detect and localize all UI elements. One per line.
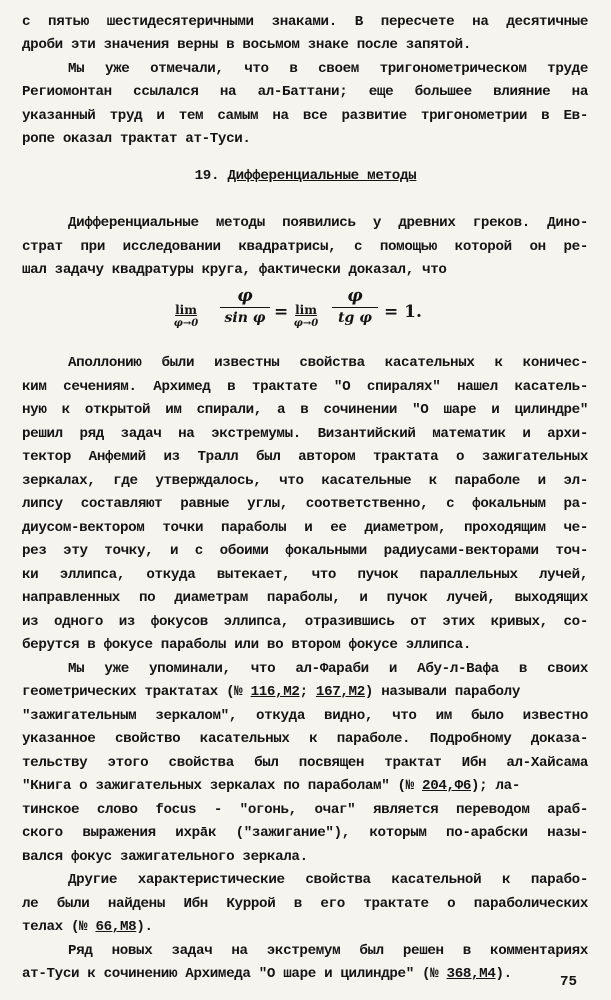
text-line: указанное свойство касательных к параболе. Подробному доказа- [22,731,588,747]
text-line: тектор Анфемий из Тралл был автором трактата о зажигательных [22,449,588,465]
fraction-denominator: sin φ [224,310,266,326]
reference-link: 368,М4 [446,966,496,982]
lim-subscript: φ→0 [173,318,199,329]
reference-link: 204,Ф6 [422,778,472,794]
text-line-with-refs: геометрических трактатах (№ 116,М2; 167,М2) называли параболу [22,684,521,700]
text-line: ки эллипса, откуда вытекает, что пучок параллельных лучей, [22,567,588,583]
text-line-with-refs: телах (№ 66,М8). [22,919,153,935]
text-line: ле были найдены Ибн Куррой в его трактате о параболических [22,896,588,912]
text-line: тинское слово focus - "огонь, очаг" является переводом араб- [22,802,588,818]
text-line: направленных по диаметрам параболы, и пучок лучей, выходящих [22,590,588,606]
lim-label: lim [175,303,197,317]
text-line-with-refs: "Книга о зажигательных зеркалах по параболам" (№ 204,Ф6); ла- [22,778,520,794]
text-line: шал задачу квадратуры круга, фактически доказал, что [22,262,447,278]
text-line: указанный труд и тем самым на все развитие тригонометрии в Ев- [22,108,588,124]
reference-link: 116,М2 [250,684,300,700]
text-line: ную к открытой им спирали, а в сочинении "О шаре и цилиндре" [22,402,588,418]
text-line: ким сечениям. Архимед в трактате "О спиралях" нашел касатель- [22,379,588,395]
text-line: решил ряд задач на экстремумы. Византийский математик и архи- [22,426,588,442]
text-line: Мы уже упоминали, что ал-Фараби и Абу-л-Вафа в своих [68,661,588,677]
equals-one: = 1. [384,302,422,322]
text-line: ского выражения ихрāк ("зажигание"), которым по-арабски назы- [22,825,588,841]
lim-label: lim [295,303,317,317]
section-number: 19. [194,168,220,184]
fraction-denominator: tg φ [338,310,372,326]
text-line: Региомонтан ссылался на ал-Баттани; еще большее влияние на [22,84,588,100]
text-line: диусом-вектором точки параболы и ее диаметром, проходящим че- [22,520,588,536]
text-line: из одного из фокусов эллипса, отразившись от этих кривых, со- [22,614,588,630]
text-line: Мы уже отмечали, что в своем тригонометрическом труде [68,61,588,77]
page-number: 75 [560,974,578,990]
text-line: липсу составляют равные углы, соответственно, с фокальным ра- [22,496,588,512]
text-line: страт при исследовании квадратрисы, с помощью которой он ре- [22,239,588,255]
text-line-with-refs: ат-Туси к сочинению Архимеда "О шаре и цилиндре" (№ 368,М4). [22,966,512,982]
text-line: с пятью шестидесятеричными знаками. В пересчете на десятичные [22,14,588,30]
lim-subscript: φ→0 [293,318,319,329]
fraction-numerator: φ [237,286,253,306]
text-line: рез эту точку, и с обоими фокальными радиусами-векторами точ- [22,543,588,559]
text-line: ропе оказал трактат ат-Туси. [22,131,251,147]
text-line: вался фокус зажигательного зеркала. [22,849,308,865]
fraction-numerator: φ [347,286,363,306]
equals-sign: = [274,302,289,322]
text-line: Дифференциальные методы появились у древних греков. Дино- [68,215,588,231]
reference-link: 66,М8 [95,919,137,935]
text-line: Аполлонию были известны свойства касательных к коничес- [68,355,588,371]
text-line: зеркалах, где утверждалось, что касательные к параболе и эл- [22,473,588,489]
text-line: тельству этого свойства был посвящен трактат Ибн ал-Хайсама [22,755,588,771]
text-line: "зажигательным зеркалом", откуда видно, что им было известно [22,708,588,724]
text-line: Другие характеристические свойства касательной к парабо- [68,872,588,888]
section-heading [0,166,611,186]
section-title: Дифференциальные методы [227,168,417,184]
limit-formula [168,282,448,338]
text-line: Ряд новых задач на экстремум был решен в комментариях [68,943,588,959]
reference-link: 167,М2 [315,684,365,700]
text-line: берутся в фокусе параболы или во втором фокусе эллипса. [22,637,472,653]
text-line: дроби эти значения верны в восьмом знаке после запятой. [22,37,472,53]
